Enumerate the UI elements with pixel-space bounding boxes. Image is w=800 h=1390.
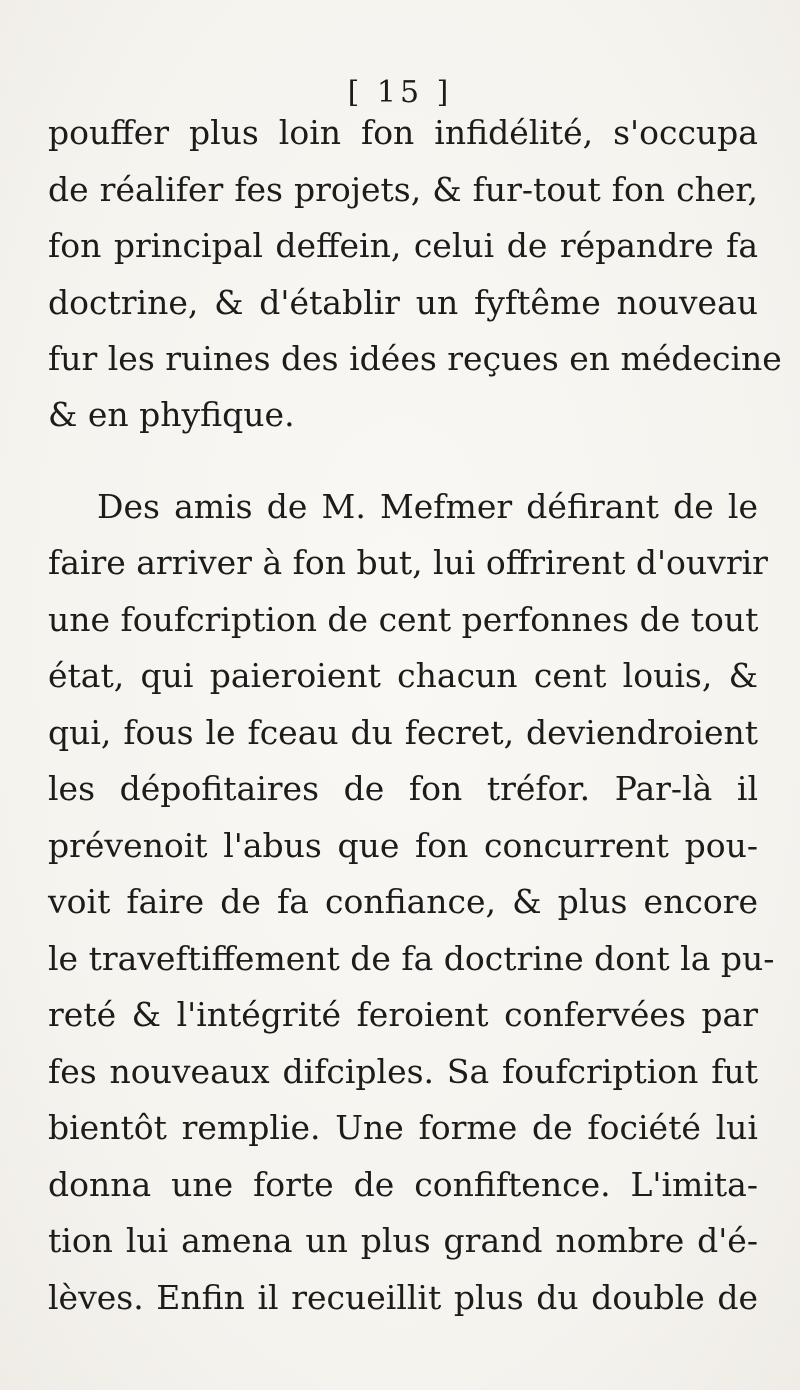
text-line: les dépofitaires de fon tréfor. Par-là il [48,769,758,808]
text-line: fur les ruines des idées reçues en médecine [48,339,782,378]
text-line: fon principal deffein, celui de répandre fa [48,226,758,265]
text-line: & en phyfique. [48,395,295,434]
text-line: donna une forte de confiftence. L'imita- [48,1165,758,1204]
text-line: tion lui amena un plus grand nombre d'é- [48,1221,758,1260]
text-line: voit faire de fa confiance, & plus encore [48,882,758,921]
text-line: état, qui paieroient chacun cent louis, & [48,656,758,695]
text-line: lèves. Enfin il recueillit plus du double de [48,1278,758,1317]
text-line: fes nouveaux difciples. Sa foufcription fut [48,1052,758,1091]
text-line: pouffer plus loin fon infidélité, s'occupa [48,113,758,152]
text-line: bientôt remplie. Une forme de fociété lui [48,1108,758,1147]
text-line: de réalifer fes projets, & fur-tout fon cher, [48,170,758,209]
page-number-header: [ 15 ] [347,75,453,110]
text-line: Des amis de M. Mefmer défirant de le [97,487,758,526]
text-line: une foufcription de cent perfonnes de tout [48,600,759,639]
text-line: faire arriver à fon but, lui offrirent d'ouvrir [48,543,768,582]
text-line: doctrine, & d'établir un fyftême nouveau [48,283,758,322]
text-line: reté & l'intégrité feroient confervées par [48,995,758,1034]
text-line: prévenoit l'abus que fon concurrent pou- [48,826,758,865]
text-line: le traveftiffement de fa doctrine dont la pu- [48,939,775,978]
text-line: qui, fous le fceau du fecret, deviendroient [48,713,758,752]
